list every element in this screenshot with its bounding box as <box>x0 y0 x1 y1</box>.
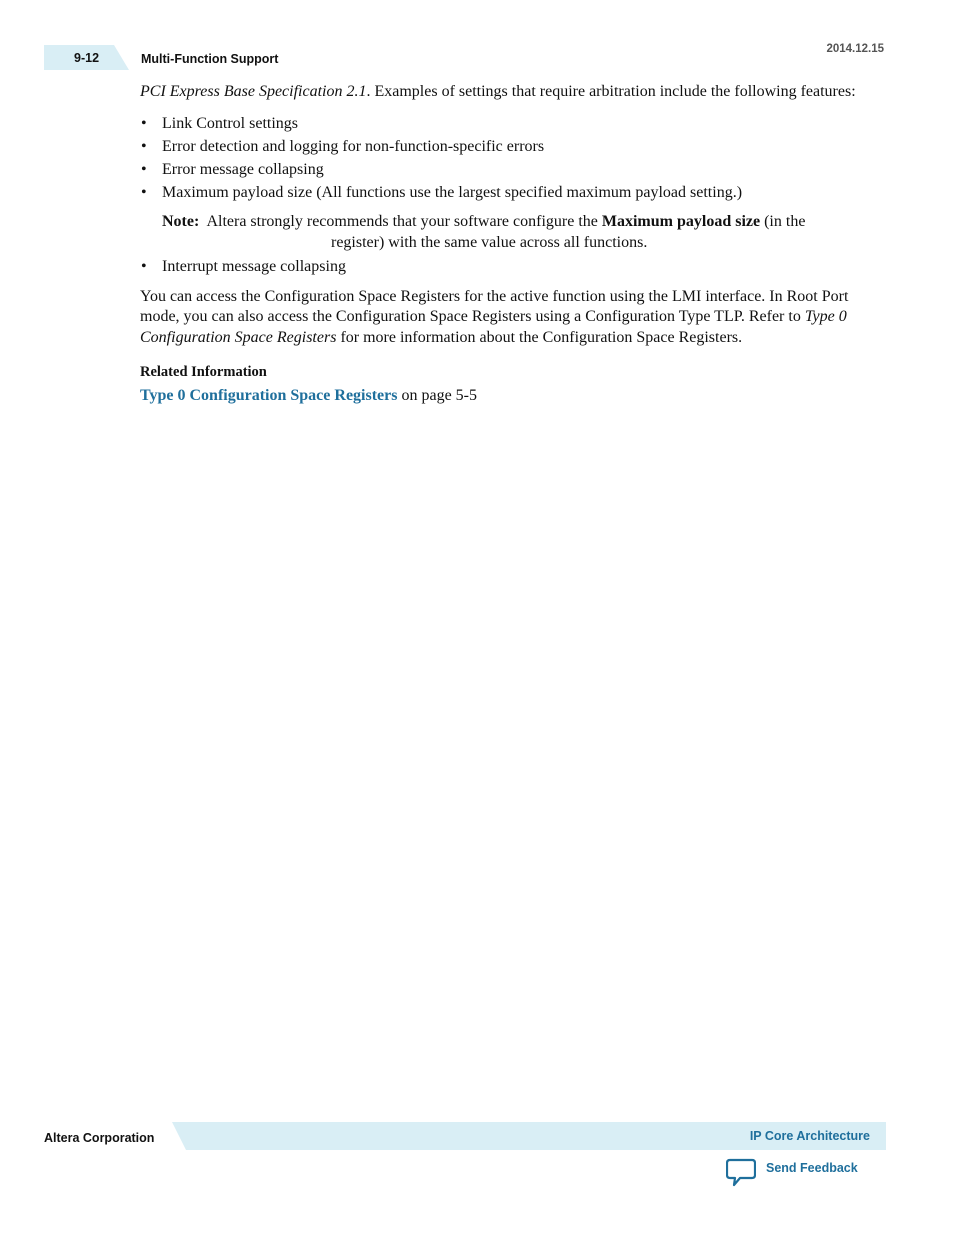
list-item <box>140 183 870 204</box>
spec-title: PCI Express Base Specification 2.1 <box>140 83 367 100</box>
bullet-glyph: • <box>141 114 147 132</box>
related-info-entry <box>140 386 870 407</box>
cross-reference: Type 0 Configuration Space Registers <box>140 308 847 346</box>
related-page-ref: on page 5-5 <box>397 386 477 404</box>
access-paragraph <box>140 287 870 349</box>
note-label: Note: <box>162 213 200 230</box>
list-item <box>140 114 870 135</box>
settings-list-continued <box>140 257 870 278</box>
list-item-text: Maximum payload size (All functions use the largest specified maximum payload setting.) <box>162 183 743 201</box>
list-item-text: Interrupt message collapsing <box>162 258 346 275</box>
list-item-text: Error message collapsing <box>162 160 324 178</box>
intro-text: . Examples of settings that require arbitration include the following features: <box>366 83 856 100</box>
access-text: You can access the Configuration Space Registers for the active function using the LMI interface. In Root Port mode, you can also access the Configuration Space Registers using a Configuration Type TLP. Refer to <box>140 287 849 325</box>
send-feedback-link[interactable] <box>726 1157 858 1187</box>
list-item-text: Error detection and logging for non-function-specific errors <box>162 137 545 155</box>
note-block <box>162 212 870 253</box>
footer-chapter-title[interactable]: IP Core Architecture <box>749 1129 870 1143</box>
footer-company: Altera Corporation <box>44 1131 155 1145</box>
section-title: Multi-Function Support <box>141 52 279 66</box>
note-text-after: (in the <box>760 213 806 230</box>
send-feedback-label: Send Feedback <box>766 1161 858 1175</box>
list-item <box>140 160 870 181</box>
related-info-heading: Related Information <box>140 364 267 380</box>
list-item <box>140 257 870 278</box>
settings-list <box>140 114 870 204</box>
list-item <box>140 137 870 158</box>
header-tab-notch <box>114 45 129 70</box>
bullet-glyph: • <box>141 183 147 201</box>
note-bold-term: Maximum payload size <box>601 213 761 230</box>
document-date: 2014.12.15 <box>826 43 884 55</box>
access-text-end: for more information about the Configuration Space Registers. <box>336 328 743 346</box>
page-body <box>140 82 870 406</box>
note-continuation: register) with the same value across all functions. <box>331 233 648 251</box>
list-item-text: Link Control settings <box>162 114 298 132</box>
bullet-glyph: • <box>141 258 147 275</box>
bullet-glyph: • <box>141 137 147 155</box>
note-text-before: Altera strongly recommends that your software configure the <box>206 213 602 230</box>
intro-paragraph <box>140 82 870 103</box>
bullet-glyph: • <box>141 160 147 178</box>
related-link[interactable]: Type 0 Configuration Space Registers <box>140 386 398 404</box>
speech-bubble-icon <box>726 1157 756 1187</box>
footer-band-notch <box>172 1122 186 1150</box>
page-number: 9-12 <box>74 51 100 65</box>
